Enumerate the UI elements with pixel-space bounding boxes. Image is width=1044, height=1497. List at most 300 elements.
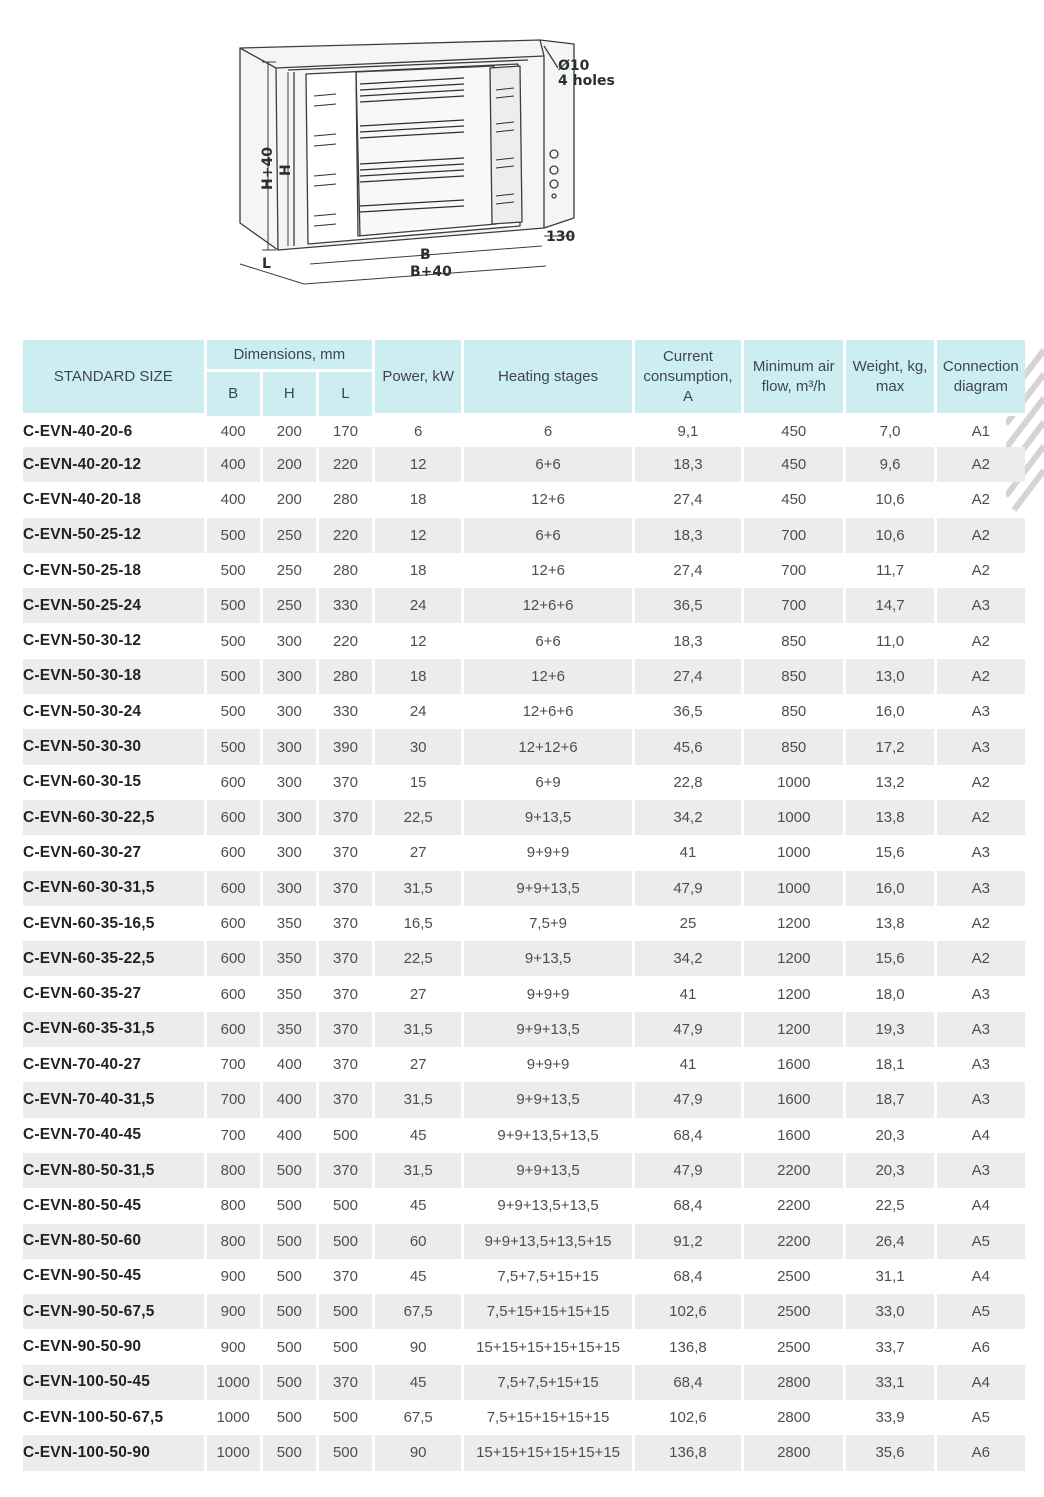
- cell-power: 18: [375, 659, 461, 694]
- cell-weight: 18,1: [875, 1056, 905, 1074]
- cell-model: C-EVN-50-30-18: [23, 659, 204, 694]
- cell-current: 27,4: [635, 659, 741, 694]
- cell-connection: A3: [971, 985, 991, 1003]
- cell-heating-stages: 7,5+7,5+15+15: [497, 1267, 599, 1285]
- cell-connection: A5: [971, 1409, 991, 1427]
- cell-l: 370: [319, 800, 372, 835]
- cell-heating-stages: 15+15+15+15+15+15: [476, 1338, 620, 1356]
- table-row: [23, 1012, 1025, 1047]
- cell-h: 200: [263, 447, 316, 482]
- cell-heating-stages: 9+13,5: [464, 800, 632, 835]
- cell-airflow: 850: [744, 729, 843, 764]
- cell-current: 41: [679, 1056, 697, 1074]
- cell-b: 500: [207, 588, 260, 623]
- cell-connection: A4: [971, 1197, 991, 1215]
- table-row: [23, 835, 1025, 870]
- cell-current: 68,4: [673, 1126, 703, 1144]
- cell-b: 600: [207, 1012, 260, 1047]
- dim-h-label: H: [278, 164, 294, 176]
- cell-power: 24: [375, 588, 461, 623]
- cell-heating-stages: 6+6: [535, 632, 561, 650]
- cell-model: C-EVN-50-30-24: [23, 702, 142, 720]
- cell-model: C-EVN-80-50-60: [23, 1224, 204, 1259]
- cell-weight: 13,0: [846, 659, 933, 694]
- cell-weight: 35,6: [846, 1435, 933, 1470]
- cell-power: 27: [409, 1056, 427, 1074]
- cell-l: 390: [319, 729, 372, 764]
- cell-current: 36,5: [635, 588, 741, 623]
- cell-airflow: 1200: [777, 985, 811, 1003]
- cell-current: 27,4: [673, 562, 703, 580]
- cell-h: 400: [276, 1126, 302, 1144]
- cell-model: C-EVN-50-30-30: [23, 729, 204, 764]
- cell-weight: 7,0: [879, 423, 901, 440]
- cell-b: 400: [207, 447, 260, 482]
- cell-current: 9,1: [677, 423, 699, 440]
- cell-power: 45: [409, 1267, 427, 1285]
- cell-power: 30: [375, 729, 461, 764]
- cell-current: 18,3: [635, 447, 741, 482]
- cell-current: 68,4: [673, 1267, 703, 1285]
- cell-model: C-EVN-80-50-45: [23, 1196, 142, 1214]
- cell-weight: 9,6: [846, 447, 933, 482]
- cell-b: 700: [220, 1126, 246, 1144]
- cell-connection: A3: [937, 871, 1025, 906]
- cell-l: 500: [332, 1126, 358, 1144]
- cell-power: 45: [375, 1365, 461, 1400]
- cell-h: 300: [276, 773, 302, 791]
- cell-h: 300: [276, 703, 302, 721]
- cell-airflow: 1200: [777, 915, 811, 932]
- table-row: [23, 941, 1025, 976]
- cell-model: C-EVN-60-30-15: [23, 773, 142, 791]
- dim-130-label: 130: [546, 229, 576, 245]
- cell-connection: A2: [937, 941, 1025, 976]
- cell-h: 200: [276, 423, 302, 440]
- cell-connection: A3: [937, 1012, 1025, 1047]
- cell-h: 300: [276, 632, 302, 650]
- cell-heating-stages: 12+12+6: [464, 729, 632, 764]
- cell-power: 15: [409, 773, 427, 791]
- cell-weight: 11,7: [875, 562, 905, 580]
- cell-airflow: 1600: [777, 1056, 811, 1074]
- cell-power: 60: [375, 1224, 461, 1259]
- table-row: [23, 729, 1025, 764]
- cell-l: 280: [332, 491, 358, 509]
- cell-connection: A3: [937, 588, 1025, 623]
- cell-l: 370: [332, 1267, 358, 1285]
- cell-power: 27: [409, 985, 427, 1003]
- cell-model: C-EVN-40-20-18: [23, 490, 142, 508]
- cell-model: C-EVN-90-50-45: [23, 1267, 142, 1285]
- cell-l: 370: [319, 871, 372, 906]
- cell-heating-stages: 12+6+6: [522, 703, 574, 721]
- cell-l: 370: [319, 1365, 372, 1400]
- cell-connection: A3: [937, 1153, 1025, 1188]
- cell-h: 350: [263, 1012, 316, 1047]
- cell-heating-stages: 9+9+13,5+13,5+15: [464, 1224, 632, 1259]
- cell-connection: A3: [937, 1082, 1025, 1117]
- cell-current: 25: [679, 915, 697, 932]
- cell-airflow: 1000: [777, 844, 811, 862]
- cell-b: 600: [220, 915, 246, 932]
- cell-b: 500: [207, 518, 260, 553]
- cell-airflow: 2500: [777, 1338, 811, 1356]
- cell-weight: 20,3: [846, 1153, 933, 1188]
- cell-h: 500: [263, 1365, 316, 1400]
- cell-l: 370: [319, 941, 372, 976]
- cell-b: 400: [220, 491, 246, 509]
- cell-connection: A3: [971, 1056, 991, 1074]
- cell-current: 41: [679, 985, 697, 1003]
- cell-current: 45,6: [635, 729, 741, 764]
- cell-airflow: 450: [781, 491, 807, 509]
- cell-current: 36,5: [673, 703, 703, 721]
- table-row: [23, 976, 1025, 1011]
- cell-b: 500: [207, 729, 260, 764]
- cell-b: 800: [207, 1153, 260, 1188]
- cell-connection: A4: [937, 1365, 1025, 1400]
- cell-airflow: 1200: [744, 1012, 843, 1047]
- cell-airflow: 1000: [744, 800, 843, 835]
- cell-b: 500: [220, 562, 246, 580]
- cell-l: 220: [332, 632, 358, 650]
- col-header-dimensions: Dimensions, mm: [207, 340, 373, 372]
- cell-power: 45: [409, 1126, 427, 1144]
- cell-l: 500: [319, 1224, 372, 1259]
- cell-heating-stages: 9+9+13,5+13,5: [497, 1197, 599, 1215]
- cell-current: 47,9: [635, 1012, 741, 1047]
- cell-b: 500: [207, 659, 260, 694]
- cell-airflow: 2500: [744, 1294, 843, 1329]
- cell-power: 12: [409, 632, 427, 650]
- cell-heating-stages: 9+9+13,5: [464, 871, 632, 906]
- table-row: [23, 800, 1025, 835]
- cell-h: 500: [263, 1435, 316, 1470]
- cell-airflow: 700: [744, 518, 843, 553]
- cell-power: 67,5: [403, 1409, 433, 1427]
- cell-l: 370: [319, 1153, 372, 1188]
- cell-current: 47,9: [635, 1153, 741, 1188]
- cell-heating-stages: 6: [543, 423, 553, 440]
- cell-current: 136,8: [669, 1338, 707, 1356]
- cell-current: 18,3: [635, 518, 741, 553]
- cell-heating-stages: 7,5+15+15+15+15: [464, 1294, 632, 1329]
- cell-connection: A2: [937, 518, 1025, 553]
- cell-power: 27: [409, 844, 427, 862]
- cell-heating-stages: 7,5+7,5+15+15: [464, 1365, 632, 1400]
- cell-h: 500: [276, 1409, 302, 1427]
- cell-connection: A2: [971, 491, 991, 509]
- cell-connection: A6: [937, 1435, 1025, 1470]
- cell-airflow: 450: [744, 447, 843, 482]
- cell-weight: 19,3: [846, 1012, 933, 1047]
- table-row: [23, 694, 1025, 729]
- cell-airflow: 700: [781, 562, 807, 580]
- cell-weight: 13,8: [875, 915, 905, 932]
- table-row: [23, 659, 1025, 694]
- cell-l: 500: [319, 1435, 372, 1470]
- cell-weight: 31,1: [875, 1267, 905, 1285]
- cell-connection: A4: [971, 1267, 991, 1285]
- table-row: [23, 1153, 1025, 1188]
- cell-weight: 13,8: [846, 800, 933, 835]
- cell-current: 136,8: [635, 1435, 741, 1470]
- cell-connection: A3: [971, 703, 991, 721]
- cell-l: 370: [319, 1012, 372, 1047]
- cell-l: 220: [319, 447, 372, 482]
- cell-power: 22,5: [375, 941, 461, 976]
- cell-model: C-EVN-50-30-12: [23, 632, 142, 650]
- cell-b: 900: [207, 1294, 260, 1329]
- cell-power: 90: [375, 1435, 461, 1470]
- cell-weight: 26,4: [846, 1224, 933, 1259]
- cell-heating-stages: 12+6: [531, 562, 565, 580]
- cell-model: C-EVN-70-40-27: [23, 1055, 142, 1073]
- cell-connection: A5: [937, 1224, 1025, 1259]
- cell-model: C-EVN-90-50-67,5: [23, 1294, 204, 1329]
- cell-current: 68,4: [673, 1197, 703, 1215]
- cell-model: C-EVN-60-35-16,5: [23, 914, 155, 932]
- cell-heating-stages: 6+6: [464, 518, 632, 553]
- cell-h: 300: [263, 729, 316, 764]
- cell-connection: A2: [971, 632, 991, 650]
- cell-connection: A2: [971, 773, 991, 791]
- cell-current: 47,9: [635, 1082, 741, 1117]
- cell-current: 18,3: [673, 632, 703, 650]
- cell-b: 400: [220, 423, 246, 440]
- cell-power: 18: [409, 562, 427, 580]
- cell-current: 41: [679, 844, 697, 862]
- cell-airflow: 1200: [744, 941, 843, 976]
- cell-airflow: 2200: [777, 1197, 811, 1215]
- cell-b: 600: [207, 800, 260, 835]
- cell-h: 500: [263, 1294, 316, 1329]
- cell-b: 900: [220, 1267, 246, 1285]
- cell-h: 500: [276, 1197, 302, 1215]
- cell-heating-stages: 9+9+13,5+13,5: [497, 1126, 599, 1144]
- cell-power: 22,5: [375, 800, 461, 835]
- cell-h: 250: [276, 562, 302, 580]
- cell-airflow: 850: [781, 703, 807, 721]
- specification-table: [20, 340, 1028, 1471]
- table-row: [23, 1365, 1025, 1400]
- cell-model: C-EVN-60-35-31,5: [23, 1012, 204, 1047]
- cell-power: 24: [409, 703, 427, 721]
- cell-heating-stages: 9+13,5: [464, 941, 632, 976]
- table-row: [23, 1118, 1025, 1153]
- heater-dimension-drawing: [228, 28, 628, 300]
- cell-heating-stages: 9+9+13,5: [464, 1153, 632, 1188]
- dim-l-label: L: [262, 256, 271, 272]
- cell-power: 12: [375, 447, 461, 482]
- cell-b: 600: [207, 941, 260, 976]
- cell-current: 68,4: [635, 1365, 741, 1400]
- cell-airflow: 1600: [777, 1126, 811, 1144]
- dim-b40-label: B+40: [410, 264, 452, 280]
- cell-model: C-EVN-60-30-31,5: [23, 871, 204, 906]
- dim-b-label: B: [420, 247, 431, 263]
- cell-current: 34,2: [635, 941, 741, 976]
- cell-model: C-EVN-90-50-90: [23, 1338, 142, 1356]
- cell-h: 300: [263, 659, 316, 694]
- cell-l: 370: [332, 915, 358, 932]
- cell-b: 1000: [207, 1365, 260, 1400]
- cell-model: C-EVN-80-50-31,5: [23, 1153, 204, 1188]
- cell-b: 600: [207, 871, 260, 906]
- cell-model: C-EVN-60-30-27: [23, 843, 142, 861]
- cell-h: 400: [263, 1082, 316, 1117]
- cell-airflow: 2500: [777, 1267, 811, 1285]
- table-row: [23, 1400, 1025, 1435]
- cell-b: 800: [207, 1224, 260, 1259]
- cell-b: 900: [220, 1338, 246, 1356]
- col-header-h: H: [263, 372, 316, 416]
- cell-l: 370: [332, 985, 358, 1003]
- cell-airflow: 1000: [744, 871, 843, 906]
- cell-weight: 16,0: [875, 703, 905, 721]
- cell-current: 102,6: [669, 1409, 707, 1427]
- cell-model: C-EVN-100-50-90: [23, 1435, 204, 1470]
- cell-l: 370: [332, 844, 358, 862]
- cell-airflow: 1600: [744, 1082, 843, 1117]
- col-header-connection: Connection diagram: [937, 340, 1025, 416]
- cell-model: C-EVN-40-20-12: [23, 447, 204, 482]
- cell-weight: 33,1: [846, 1365, 933, 1400]
- cell-weight: 14,7: [846, 588, 933, 623]
- cell-heating-stages: 9+9+13,5: [464, 1082, 632, 1117]
- cell-connection: A2: [937, 800, 1025, 835]
- table-row: [23, 1435, 1025, 1470]
- cell-power: 18: [409, 491, 427, 509]
- cell-heating-stages: 12+6: [464, 659, 632, 694]
- cell-weight: 17,2: [846, 729, 933, 764]
- cell-weight: 10,6: [846, 518, 933, 553]
- cell-heating-stages: 6+9: [535, 773, 561, 791]
- cell-power: 12: [375, 518, 461, 553]
- table-row: [23, 1329, 1025, 1364]
- cell-model: C-EVN-100-50-67,5: [23, 1408, 164, 1426]
- cell-airflow: 2800: [777, 1409, 811, 1427]
- cell-weight: 11,0: [875, 632, 905, 650]
- cell-power: 67,5: [375, 1294, 461, 1329]
- cell-h: 350: [276, 985, 302, 1003]
- cell-weight: 16,0: [846, 871, 933, 906]
- cell-l: 370: [319, 1082, 372, 1117]
- cell-l: 370: [332, 1056, 358, 1074]
- cell-model: C-EVN-40-20-6: [23, 422, 133, 440]
- cell-connection: A5: [937, 1294, 1025, 1329]
- cell-h: 350: [276, 915, 302, 932]
- cell-heating-stages: 12+6+6: [464, 588, 632, 623]
- cell-current: 27,4: [673, 491, 703, 509]
- table-row: [23, 447, 1025, 482]
- cell-b: 800: [220, 1197, 246, 1215]
- cell-airflow: 2200: [744, 1224, 843, 1259]
- cell-power: 6: [414, 423, 423, 440]
- cell-weight: 18,0: [875, 985, 905, 1003]
- cell-h: 200: [276, 491, 302, 509]
- cell-connection: A2: [937, 659, 1025, 694]
- cell-weight: 10,6: [875, 491, 905, 509]
- cell-weight: 22,5: [875, 1197, 905, 1215]
- hole-count-label: 4 holes: [558, 73, 615, 89]
- cell-power: 90: [409, 1338, 427, 1356]
- cell-connection: A4: [971, 1126, 991, 1144]
- cell-current: 34,2: [635, 800, 741, 835]
- table-row: [23, 1082, 1025, 1117]
- cell-airflow: 700: [744, 588, 843, 623]
- cell-airflow: 1000: [777, 773, 811, 791]
- cell-model: C-EVN-60-35-22,5: [23, 941, 204, 976]
- cell-airflow: 2200: [744, 1153, 843, 1188]
- cell-model: C-EVN-70-40-31,5: [23, 1082, 204, 1117]
- cell-power: 31,5: [375, 1012, 461, 1047]
- cell-heating-stages: 15+15+15+15+15+15: [464, 1435, 632, 1470]
- cell-h: 300: [276, 844, 302, 862]
- table-row: [23, 416, 1025, 447]
- col-header-airflow: Minimum air flow, m³/h: [744, 340, 843, 416]
- col-header-standard-size: STANDARD SIZE: [23, 340, 204, 416]
- cell-l: 330: [319, 588, 372, 623]
- cell-l: 170: [332, 423, 358, 440]
- cell-h: 500: [263, 1153, 316, 1188]
- table-row: [23, 871, 1025, 906]
- cell-connection: A6: [971, 1338, 991, 1356]
- table-row: [23, 588, 1025, 623]
- cell-weight: 18,7: [846, 1082, 933, 1117]
- cell-weight: 33,0: [846, 1294, 933, 1329]
- cell-l: 370: [332, 773, 358, 791]
- table-row: [23, 1188, 1025, 1223]
- cell-heating-stages: 9+9+9: [526, 985, 570, 1003]
- cell-current: 47,9: [635, 871, 741, 906]
- cell-model: C-EVN-50-25-24: [23, 588, 204, 623]
- cell-connection: A1: [971, 423, 991, 440]
- cell-b: 1000: [216, 1409, 250, 1427]
- col-header-b: B: [207, 372, 260, 416]
- cell-h: 500: [276, 1338, 302, 1356]
- cell-weight: 15,6: [846, 941, 933, 976]
- table-row: [23, 765, 1025, 800]
- cell-airflow: 850: [781, 632, 807, 650]
- col-header-l: L: [319, 372, 372, 416]
- cell-model: C-EVN-60-35-27: [23, 985, 142, 1003]
- table-row: [23, 1224, 1025, 1259]
- cell-h: 300: [263, 800, 316, 835]
- cell-connection: A2: [971, 915, 991, 932]
- cell-weight: 15,6: [875, 844, 905, 862]
- cell-heating-stages: 9+9+9: [526, 1056, 570, 1074]
- cell-connection: A2: [937, 447, 1025, 482]
- col-header-heating-stages: Heating stages: [464, 340, 632, 416]
- cell-l: 280: [319, 659, 372, 694]
- cell-b: 700: [207, 1082, 260, 1117]
- cell-power: 31,5: [375, 1082, 461, 1117]
- col-header-weight: Weight, kg, max: [846, 340, 933, 416]
- table-row: [23, 1294, 1025, 1329]
- cell-h: 400: [276, 1056, 302, 1074]
- cell-l: 500: [332, 1197, 358, 1215]
- col-header-power: Power, kW: [375, 340, 461, 416]
- cell-b: 600: [220, 985, 246, 1003]
- cell-weight: 20,3: [875, 1126, 905, 1144]
- cell-l: 220: [319, 518, 372, 553]
- cell-heating-stages: 6+6: [464, 447, 632, 482]
- cell-heating-stages: 12+6: [531, 491, 565, 509]
- cell-power: 16,5: [403, 915, 433, 932]
- cell-weight: 13,2: [875, 773, 905, 791]
